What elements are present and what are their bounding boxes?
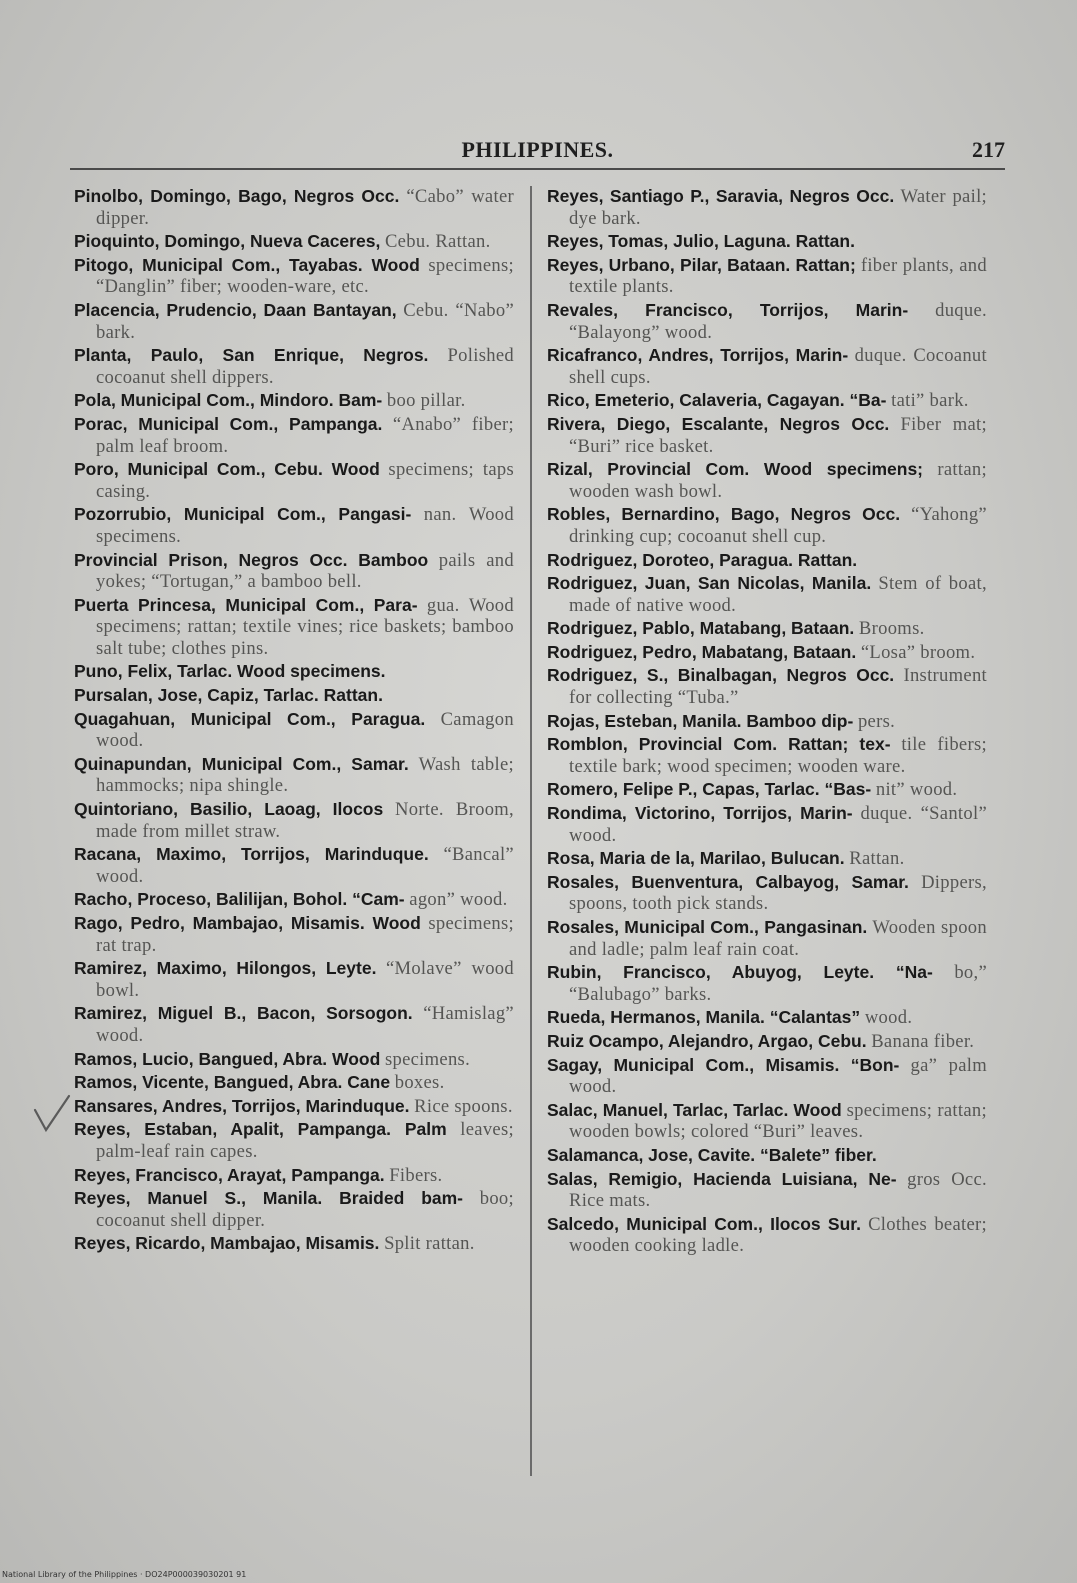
entry-name: Pitogo, Municipal Com., Tayabas. Wood	[74, 254, 420, 275]
entry-name: Reyes, Manuel S., Manila. Braided bam-	[74, 1188, 464, 1209]
entry-name: Poro, Municipal Com., Cebu. Wood	[74, 459, 380, 480]
entry-name: Reyes, Urbano, Pilar, Bataan. Rattan;	[547, 254, 856, 275]
entry-description: leaves; palm-leaf rain capes.	[96, 1119, 514, 1162]
directory-entry	[547, 779, 987, 801]
directory-entry	[74, 1188, 514, 1231]
page-number: 217	[972, 137, 1005, 162]
entry-name: Romblon, Provincial Com. Rattan; tex-	[547, 734, 891, 755]
entry-name: Ransares, Andres, Torrijos, Marinduque.	[74, 1095, 410, 1116]
directory-entry	[74, 1072, 514, 1094]
running-header	[70, 133, 1005, 165]
entry-name: Sagay, Municipal Com., Misamis. “Bon-	[547, 1054, 900, 1075]
directory-entry	[547, 255, 987, 298]
entry-description: fiber plants, and textile plants.	[569, 254, 987, 298]
directory-entry	[74, 1003, 514, 1046]
entry-description: duque. “Santol” wood.	[569, 803, 987, 846]
entry-name: Porac, Municipal Com., Pampanga.	[74, 413, 383, 434]
entry-description: agon” wood.	[409, 889, 508, 911]
entry-name: Salac, Manuel, Tarlac, Tarlac. Wood	[547, 1099, 842, 1120]
directory-entry	[547, 1214, 987, 1257]
entry-name: Pioquinto, Domingo, Nueva Caceres,	[74, 231, 381, 252]
directory-entry	[547, 848, 987, 870]
entry-name: Rojas, Esteban, Manila. Bamboo dip-	[547, 710, 854, 731]
entry-description: boo pillar.	[386, 390, 466, 412]
directory-entry	[547, 711, 987, 733]
column-divider	[530, 186, 532, 1476]
entry-description: rattan; wooden wash bowl.	[569, 459, 987, 502]
footer-credit: National Library of the Philippines · DO24P000039030201 91	[2, 1570, 247, 1579]
entry-name: Rosa, Maria de la, Marilao, Bulucan.	[547, 848, 845, 869]
directory-entry	[547, 186, 987, 229]
entry-description: boxes.	[394, 1072, 445, 1094]
entry-name: Pola, Municipal Com., Mindoro. Bam-	[74, 390, 383, 411]
directory-entry	[547, 300, 987, 343]
directory-entry	[547, 1007, 987, 1029]
entry-name: Rodriguez, S., Binalbagan, Negros Occ.	[547, 665, 895, 686]
entry-description: “Molave” wood bowl.	[96, 958, 514, 1001]
entry-name: Rodriguez, Juan, San Nicolas, Manila.	[547, 573, 872, 594]
entry-name: Salamanca, Jose, Cavite. “Balete” fiber.	[547, 1144, 877, 1165]
entry-description: Stem of boat, made of native wood.	[569, 573, 987, 616]
entry-name: Placencia, Prudencio, Daan Bantayan,	[74, 299, 397, 320]
entry-description: “Hamislag” wood.	[96, 1003, 514, 1046]
directory-entry	[547, 414, 987, 457]
entry-description: Banana fiber.	[871, 1030, 975, 1052]
directory-entry	[74, 1119, 514, 1162]
entry-name: Reyes, Tomas, Julio, Laguna. Rattan.	[547, 231, 855, 252]
entry-name: Rico, Emeterio, Calaveria, Cagayan. “Ba-	[547, 390, 887, 411]
entry-name: Ramirez, Miguel B., Bacon, Sorsogon.	[74, 1003, 413, 1024]
entry-name: Rizal, Provincial Com. Wood specimens;	[547, 459, 924, 480]
directory-entry	[547, 573, 987, 616]
entry-description: Rattan.	[849, 848, 905, 870]
entry-name: Reyes, Santiago P., Saravia, Negros Occ.	[547, 186, 895, 206]
directory-entry	[74, 799, 514, 842]
directory-entry	[74, 231, 514, 253]
entry-description: Rice spoons.	[414, 1095, 513, 1117]
entry-description: pers.	[857, 710, 896, 732]
directory-entry	[74, 889, 514, 911]
directory-entry	[547, 872, 987, 915]
directory-entry	[547, 917, 987, 960]
entry-name: Ramirez, Maximo, Hilongos, Leyte.	[74, 958, 377, 979]
entry-description: Dippers, spoons, tooth pick stands.	[569, 871, 987, 915]
directory-entry	[74, 685, 514, 707]
directory-entry	[74, 913, 514, 956]
entry-name: Ramos, Vicente, Bangued, Abra. Cane	[74, 1072, 391, 1093]
entry-name: Rodriguez, Pablo, Matabang, Bataan.	[547, 618, 855, 639]
entry-name: Robles, Bernardino, Bago, Negros Occ.	[547, 504, 901, 525]
entry-description: Brooms.	[858, 618, 925, 640]
entry-name: Ramos, Lucio, Bangued, Abra. Wood	[74, 1048, 381, 1069]
entry-name: Rueda, Hermanos, Manila. “Calantas”	[547, 1007, 861, 1028]
entry-description: duque. Cocoanut shell cups.	[569, 345, 987, 388]
entry-name: Reyes, Estaban, Apalit, Pampanga. Palm	[74, 1119, 447, 1140]
entry-description: specimens.	[384, 1048, 471, 1070]
directory-entry	[547, 1031, 987, 1053]
entry-description: tati” bark.	[891, 390, 969, 412]
directory-entry	[74, 504, 514, 547]
entry-description: pails and yokes; “Tortugan,” a bamboo bell.	[96, 549, 514, 593]
entry-name: Rubin, Francisco, Abuyog, Leyte. “Na-	[547, 962, 933, 983]
entry-name: Rodriguez, Pedro, Mabatang, Bataan.	[547, 641, 857, 662]
entry-description: Instrument for collecting “Tuba.”	[569, 665, 988, 709]
entry-description: “Losa” broom.	[860, 641, 976, 663]
entry-name: Racho, Proceso, Balilijan, Bohol. “Cam-	[74, 889, 405, 910]
entry-name: Salcedo, Municipal Com., Ilocos Sur.	[547, 1213, 861, 1234]
directory-entry	[547, 618, 987, 640]
header-rule	[70, 168, 1005, 170]
directory-entry	[74, 958, 514, 1001]
entry-name: Rondima, Victorino, Torrijos, Marin-	[547, 803, 853, 824]
entry-name: Salas, Remigio, Hacienda Luisiana, Ne-	[547, 1168, 897, 1189]
entry-name: Pinolbo, Domingo, Bago, Negros Occ.	[74, 186, 400, 206]
entry-description: “Bancal” wood.	[96, 844, 514, 887]
directory-entry	[74, 186, 514, 229]
directory-entry	[74, 661, 514, 683]
directory-entry	[547, 1055, 987, 1098]
entry-name: Rivera, Diego, Escalante, Negros Occ.	[547, 413, 890, 434]
entry-name: Rosales, Municipal Com., Pangasinan.	[547, 917, 868, 937]
entry-name: Romero, Felipe P., Capas, Tarlac. “Bas-	[547, 779, 872, 800]
entry-name: Quintoriano, Basilio, Laoag, Ilocos	[74, 799, 384, 820]
directory-entry	[74, 709, 514, 752]
directory-entry	[74, 459, 514, 502]
entry-name: Rodriguez, Doroteo, Paragua. Rattan.	[547, 549, 858, 570]
entry-description: ga” palm wood.	[569, 1054, 987, 1098]
entry-name: Reyes, Ricardo, Mambajao, Misamis.	[74, 1233, 380, 1254]
directory-entry	[74, 345, 514, 388]
entry-name: Ricafranco, Andres, Torrijos, Marin-	[547, 345, 849, 366]
entry-description: boo; cocoanut shell dipper.	[96, 1188, 514, 1231]
directory-entry	[74, 255, 514, 298]
entry-description: nit” wood.	[875, 779, 958, 801]
entry-description: Split rattan.	[384, 1233, 475, 1255]
entry-description: “Anabo” fiber; palm leaf broom.	[96, 413, 514, 457]
left-column	[74, 186, 514, 1257]
directory-entry	[547, 1169, 987, 1212]
directory-entry	[74, 1165, 514, 1187]
directory-entry	[74, 1233, 514, 1255]
directory-entry	[74, 300, 514, 343]
entry-description: tile fibers; textile bark; wood specimen; wooden ware.	[569, 734, 987, 777]
directory-entry	[547, 665, 987, 708]
directory-entry	[547, 550, 987, 572]
entry-name: Rosales, Buenventura, Calbayog, Samar.	[547, 871, 909, 892]
directory-entry	[74, 390, 514, 412]
entry-description: bo,” “Balubago” barks.	[569, 962, 988, 1005]
entry-description: “Yahong” drinking cup; cocoanut shell cup.	[569, 504, 987, 547]
entry-description: gua. Wood specimens; rattan; textile vines; rice baskets; bamboo salt tube; clothes pins.	[96, 594, 514, 659]
directory-entry	[74, 595, 514, 660]
directory-entry	[547, 642, 987, 664]
directory-entry	[547, 803, 987, 846]
entry-name: Quagahuan, Municipal Com., Paragua.	[74, 708, 426, 729]
directory-entry	[74, 754, 514, 797]
entry-name: Quinapundan, Municipal Com., Samar.	[74, 753, 409, 774]
directory-entry	[547, 734, 987, 777]
directory-entry	[547, 390, 987, 412]
entry-description: nan. Wood specimens.	[96, 504, 514, 547]
page-title: PHILIPPINES.	[461, 137, 614, 162]
entry-description: “Cabo” water dipper.	[96, 186, 514, 229]
entry-description: specimens; rat trap.	[96, 913, 514, 956]
entry-name: Pozorrubio, Municipal Com., Pangasi-	[74, 504, 412, 525]
entry-description: Clothes beater; wooden cooking ladle.	[569, 1213, 988, 1257]
directory-entry	[547, 1100, 987, 1143]
entry-name: Rago, Pedro, Mambajao, Misamis. Wood	[74, 913, 421, 933]
directory-entry	[547, 231, 987, 253]
directory-entry	[547, 504, 987, 547]
entry-description: Fiber mat; “Buri” rice basket.	[569, 413, 987, 457]
checkmark-icon	[32, 1092, 72, 1136]
entry-name: Racana, Maximo, Torrijos, Marinduque.	[74, 844, 429, 865]
entry-description: Wash table; hammocks; nipa shingle.	[96, 753, 514, 797]
entry-description: Fibers.	[389, 1164, 443, 1186]
directory-entry	[547, 1145, 987, 1167]
entry-name: Planta, Paulo, San Enrique, Negros.	[74, 345, 429, 366]
directory-entry	[74, 550, 514, 593]
entry-name: Reyes, Francisco, Arayat, Pampanga.	[74, 1164, 385, 1185]
entry-description: Polished cocoanut shell dippers.	[96, 345, 514, 388]
directory-entry	[74, 1049, 514, 1071]
entry-description: Cebu. Rattan.	[384, 231, 491, 253]
entry-description: specimens; rattan; wooden bowls; colored “Buri” leaves.	[569, 1099, 987, 1143]
directory-entry	[74, 414, 514, 457]
entry-description: Cebu. “Nabo” bark.	[96, 299, 514, 343]
directory-entry	[74, 1096, 514, 1118]
entry-description: Camagon wood.	[96, 708, 514, 752]
entry-description: specimens; taps casing.	[96, 459, 514, 502]
entry-name: Puno, Felix, Tarlac. Wood specimens.	[74, 661, 386, 682]
directory-entry	[74, 844, 514, 887]
entry-description: specimens; “Danglin” fiber; wooden-ware, etc.	[96, 254, 514, 298]
directory-entry	[547, 962, 987, 1005]
entry-description: gros Occ. Rice mats.	[569, 1168, 987, 1212]
entry-description: Wooden spoon and ladle; palm leaf rain coat.	[569, 917, 987, 960]
right-column	[547, 186, 987, 1259]
directory-entry	[547, 459, 987, 502]
entry-description: duque. “Balayong” wood.	[569, 299, 987, 343]
entry-description: Norte. Broom, made from millet straw.	[96, 799, 514, 842]
entry-name: Ruiz Ocampo, Alejandro, Argao, Cebu.	[547, 1030, 867, 1051]
entry-name: Puerta Princesa, Municipal Com., Para-	[74, 594, 418, 615]
entry-name: Provincial Prison, Negros Occ. Bamboo	[74, 549, 429, 570]
entry-description: Water pail; dye bark.	[569, 186, 987, 229]
entry-description: wood.	[864, 1007, 913, 1029]
directory-entry	[547, 345, 987, 388]
entry-name: Revales, Francisco, Torrijos, Marin-	[547, 299, 909, 320]
entry-name: Pursalan, Jose, Capiz, Tarlac. Rattan.	[74, 685, 383, 706]
